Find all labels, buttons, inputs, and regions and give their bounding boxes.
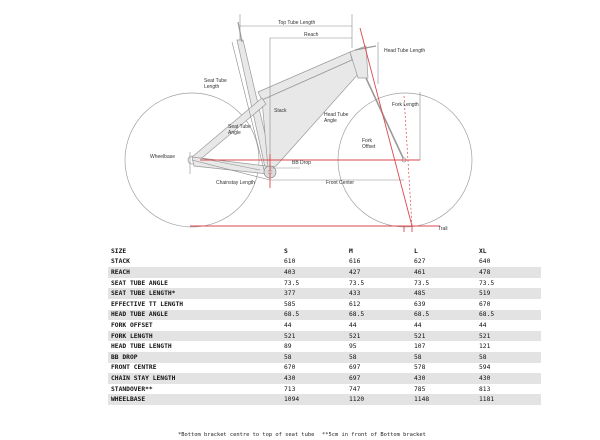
table-cell: 107	[414, 343, 426, 351]
column-header: XL	[479, 247, 487, 255]
table-cell: 521	[411, 331, 476, 342]
table-cell: 121	[479, 343, 491, 351]
label-stack: Stack	[274, 108, 287, 114]
table-row	[108, 299, 541, 310]
table-row	[108, 320, 541, 331]
table-cell: 670	[284, 364, 296, 372]
table-cell: 430	[281, 373, 346, 384]
label-front-center: Front Center	[326, 180, 355, 186]
table-cell: 521	[346, 331, 411, 342]
table-cell: 521	[476, 331, 541, 342]
footnote-standover: **5cm in front of Bottom bracket	[322, 432, 426, 438]
table-cell: 610	[284, 258, 296, 266]
table-cell: 433	[346, 288, 411, 299]
table-cell: 403	[281, 267, 346, 278]
table-cell: 44	[349, 321, 357, 329]
table-cell: 697	[346, 373, 411, 384]
label-chainstay-length: Chainstay Length	[216, 180, 255, 186]
table-row	[108, 394, 541, 405]
row-label: FORK LENGTH	[108, 331, 281, 342]
label-fork-offset: Fork Offset	[362, 138, 376, 150]
table-cell: 89	[284, 343, 292, 351]
table-cell: 73.5	[414, 279, 430, 287]
table-cell: 612	[349, 300, 361, 308]
label-reach: Reach	[304, 32, 319, 38]
label-head-tube-length: Head Tube Length	[384, 48, 426, 54]
table-cell: 616	[349, 258, 361, 266]
label-head-tube-angle: Head Tube Angle	[324, 112, 349, 124]
row-label: REACH	[108, 267, 281, 278]
table-cell: 785	[414, 385, 426, 393]
row-label: STACK	[111, 258, 130, 266]
table-row	[108, 257, 541, 268]
row-label: CHAIN STAY LENGTH	[108, 373, 281, 384]
row-label: HEAD TUBE LENGTH	[111, 343, 172, 351]
table-cell: 95	[349, 343, 357, 351]
table-cell: 73.5	[479, 279, 495, 287]
label-top-tube-length: Top Tube Length	[278, 20, 316, 26]
table-cell: 68.5	[411, 310, 476, 321]
table-row	[108, 331, 541, 342]
label-bb-drop: BB Drop	[292, 160, 311, 166]
table-cell: 478	[476, 267, 541, 278]
table-row	[108, 363, 541, 374]
table-cell: 377	[281, 288, 346, 299]
table-cell: 670	[479, 300, 491, 308]
frame	[192, 40, 368, 174]
row-label: WHEELBASE	[108, 394, 281, 405]
table-row	[108, 310, 541, 321]
column-header: L	[414, 247, 418, 255]
table-cell: 44	[284, 321, 292, 329]
geometry-table	[108, 246, 541, 405]
table-cell: 578	[414, 364, 426, 372]
table-cell: 44	[479, 321, 487, 329]
table-cell: 1120	[346, 394, 411, 405]
table-cell: 485	[411, 288, 476, 299]
table-cell: 585	[284, 300, 296, 308]
table-cell: 430	[411, 373, 476, 384]
row-label: FORK OFFSET	[111, 321, 153, 329]
table-row	[108, 278, 541, 289]
row-label: FRONT CENTRE	[111, 364, 157, 372]
table-cell: 713	[284, 385, 296, 393]
table-cell: 68.5	[476, 310, 541, 321]
table-row	[108, 267, 541, 278]
table-row	[108, 384, 541, 395]
table-cell: 68.5	[281, 310, 346, 321]
table-cell: 44	[414, 321, 422, 329]
table-cell: 1148	[411, 394, 476, 405]
column-header: M	[349, 247, 353, 255]
table-cell: 68.5	[346, 310, 411, 321]
table-cell: 697	[349, 364, 361, 372]
table-cell: 1181	[476, 394, 541, 405]
column-header: SIZE	[111, 247, 127, 255]
table-cell: 73.5	[349, 279, 365, 287]
row-label: EFFECTIVE TT LENGTH	[111, 300, 184, 308]
table-cell: 627	[414, 258, 426, 266]
table-cell: 58	[281, 352, 346, 363]
table-cell: 594	[479, 364, 491, 372]
table-cell: 521	[281, 331, 346, 342]
table-cell: 461	[411, 267, 476, 278]
table-header-row	[108, 246, 541, 257]
table-cell: 813	[479, 385, 491, 393]
table-cell: 427	[346, 267, 411, 278]
footnote-seat-tube: *Bottom bracket centre to top of seat tube	[178, 432, 315, 438]
row-label: SEAT TUBE ANGLE	[111, 279, 168, 287]
row-label: STANDOVER**	[111, 385, 153, 393]
row-label: HEAD TUBE ANGLE	[108, 310, 281, 321]
table-cell: 519	[476, 288, 541, 299]
table-cell: 430	[476, 373, 541, 384]
table-cell: 747	[349, 385, 361, 393]
dimension-lines	[190, 14, 440, 232]
row-label: BB DROP	[108, 352, 281, 363]
label-seat-tube-length: Seat Tube Length	[204, 78, 227, 90]
table-cell: 73.5	[284, 279, 300, 287]
label-fork-length: Fork Length	[392, 102, 419, 108]
label-seat-tube-angle: Seat Tube Angle	[228, 124, 251, 136]
row-label: SEAT TUBE LENGTH*	[108, 288, 281, 299]
table-row	[108, 373, 541, 384]
label-wheelbase: Wheelbase	[150, 154, 176, 160]
table-cell: 58	[346, 352, 411, 363]
table-cell: 58	[476, 352, 541, 363]
table-row	[108, 352, 541, 363]
label-trail: Trail	[438, 226, 448, 232]
table-row	[108, 341, 541, 352]
column-header: S	[284, 247, 288, 255]
table-row	[108, 288, 541, 299]
table-cell: 1094	[281, 394, 346, 405]
table-cell: 640	[479, 258, 491, 266]
table-cell: 58	[411, 352, 476, 363]
table-cell: 639	[414, 300, 426, 308]
